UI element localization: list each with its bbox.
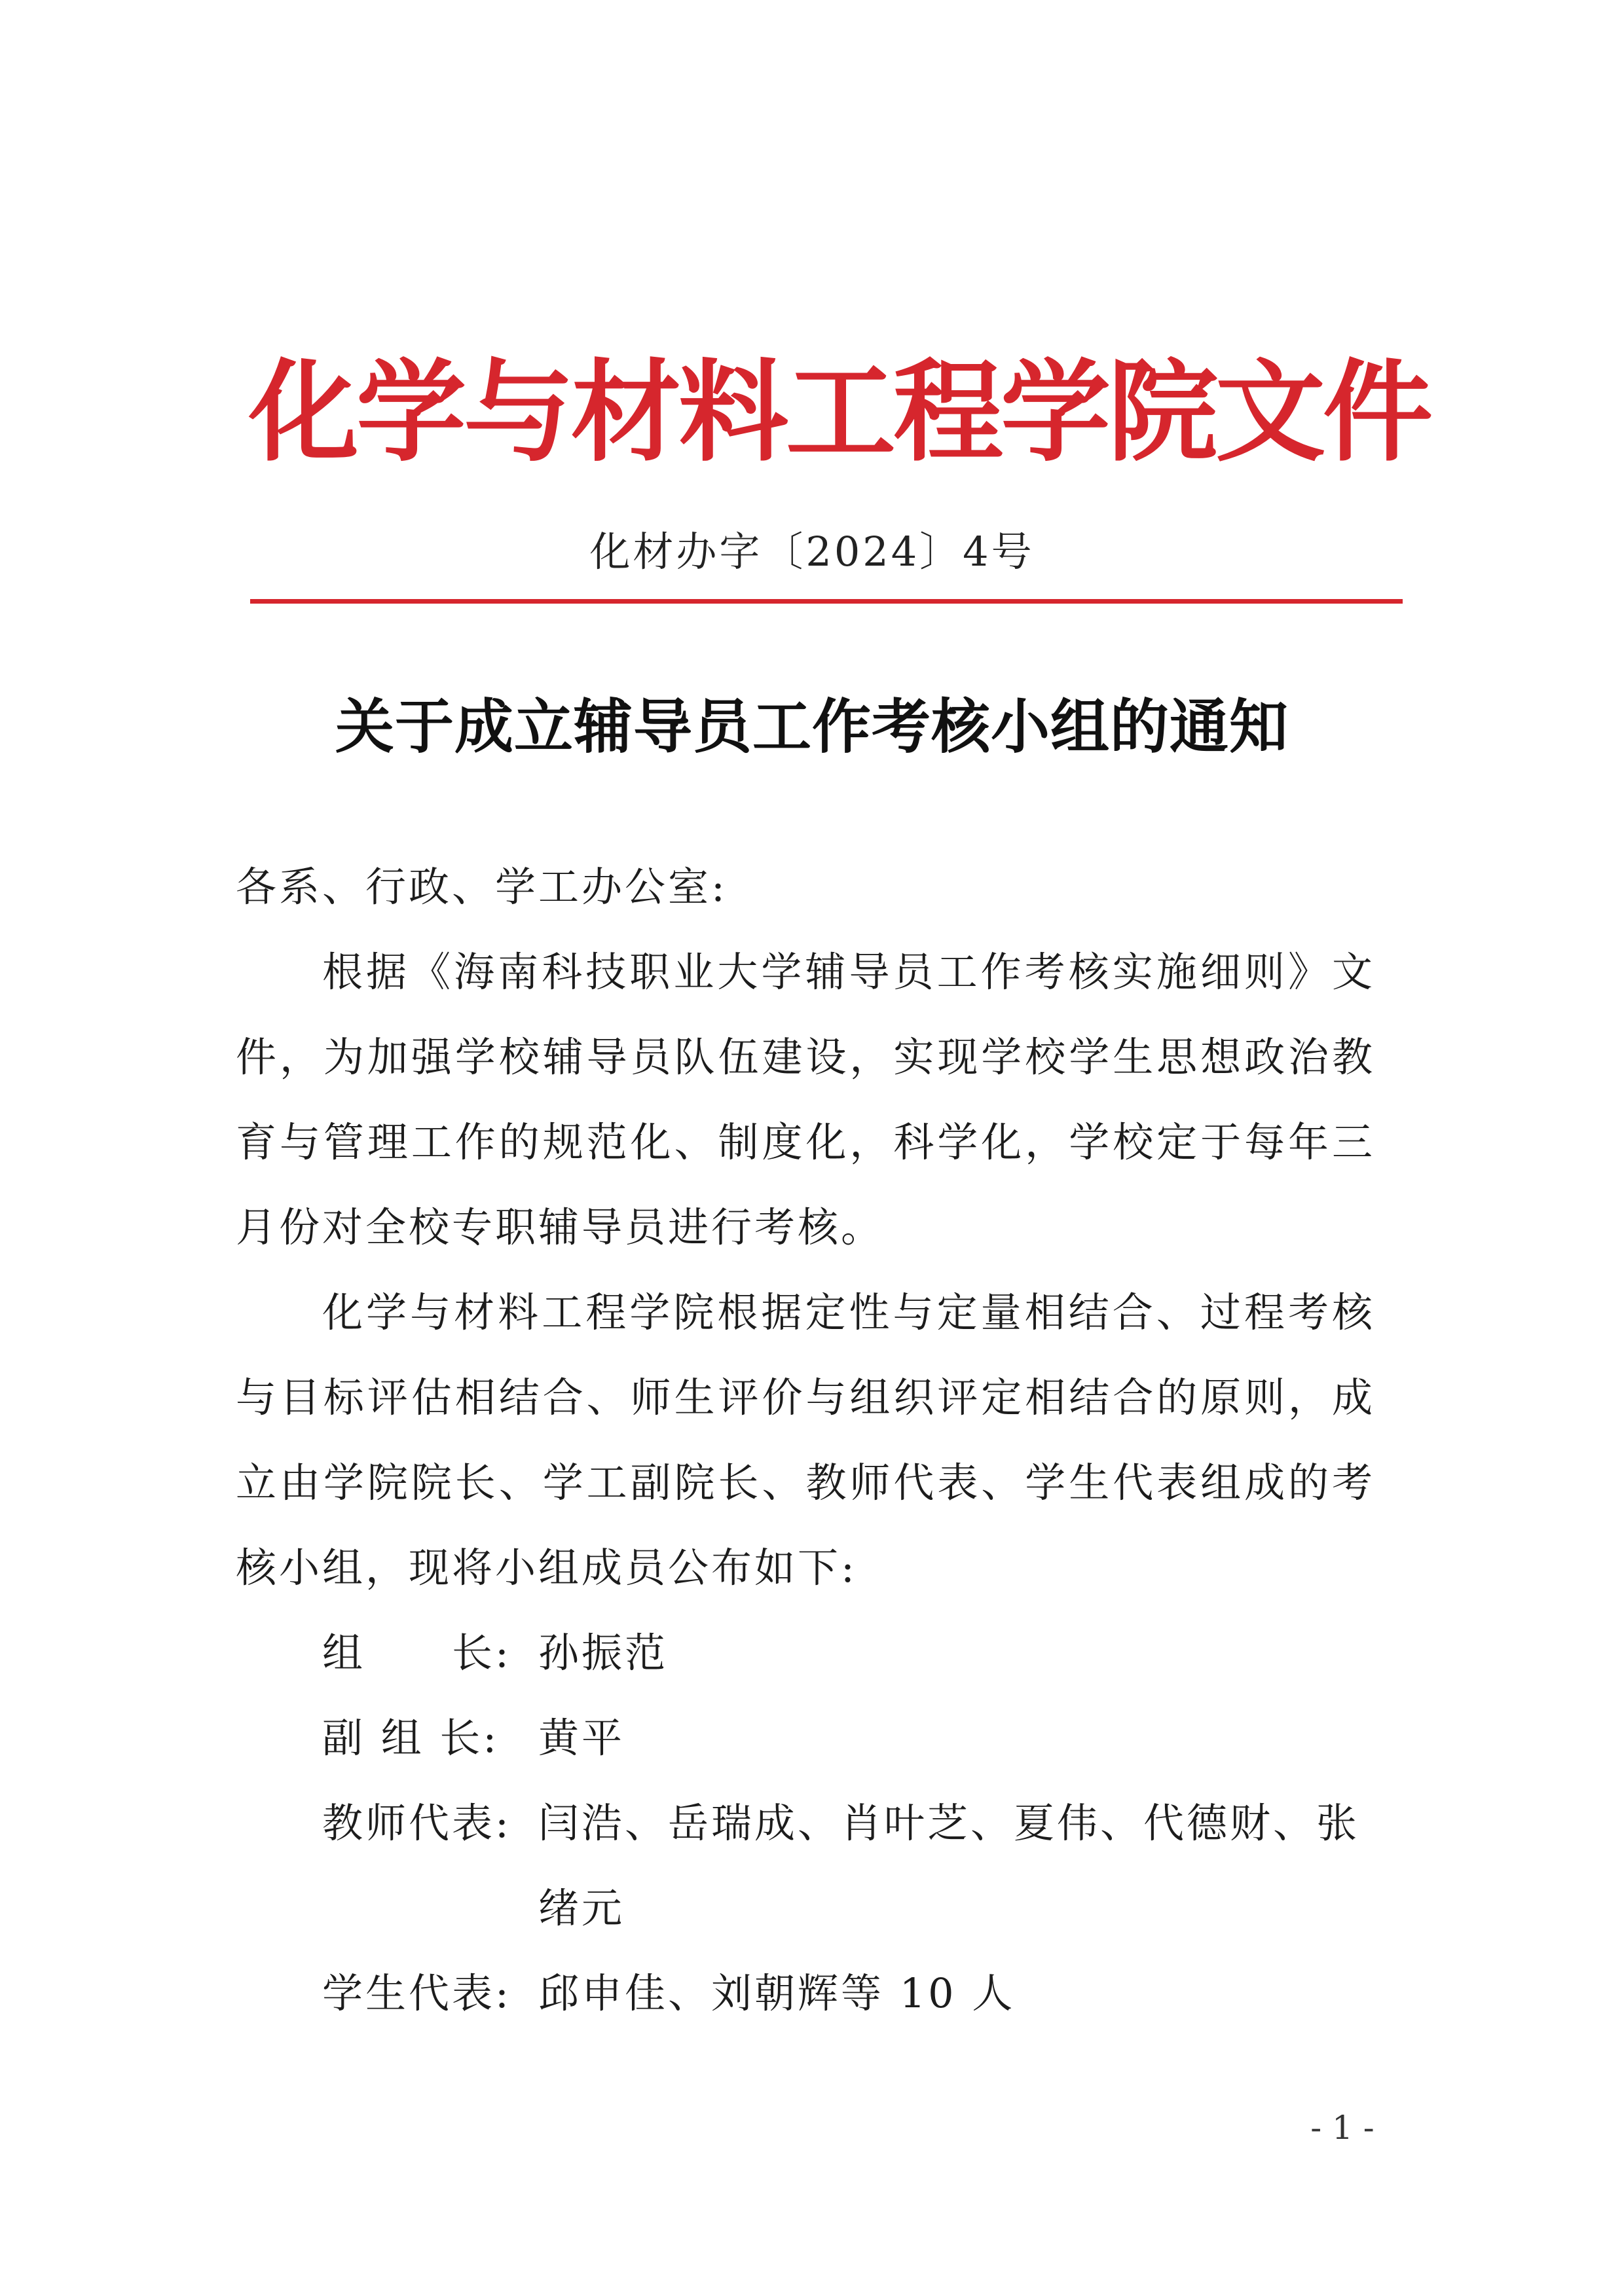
page-number: - 1 - [1310,2109,1375,2147]
document-number: 化材办字〔2024〕4号 [589,528,1035,575]
member-label: 学生代表: [322,1969,511,2017]
member-label: 组 长: [322,1629,511,1677]
member-list [322,1611,1376,2036]
member-row-deputy-leader [322,1696,1376,1781]
member-row-student-reps [322,1951,1376,2036]
salutation: 各系、行政、学工办公室: [236,863,728,911]
notice-title: 关于成立辅导员工作考核小组的通知 [335,692,1289,761]
member-value: 邱申佳、刘朝辉等 10 人 [538,1969,1016,2017]
masthead-title: 化学与材料工程学院文件 [249,347,1430,477]
member-value: 黄平 [538,1714,625,1762]
body-paragraph-2: 化学与材料工程学院根据定性与定量相结合、过程考核与目标评估相结合、师生评价与组织评定相结合的原则，成立由学院院长、学工副院长、教师代表、学生代表组成的考核小组，现将小组成员公布如下: [236,1288,1375,1592]
member-value: 闫浩、岳瑞成、肖叶芝、夏伟、代德财、张绪元 [538,1799,1360,1932]
body-paragraph-1: 根据《海南科技职业大学辅导员工作考核实施细则》文件，为加强学校辅导员队伍建设，实现学校学生思想政治教育与管理工作的规范化、制度化，科学化，学校定于每年三月份对全校专职辅导员进行考核。 [236,948,1375,1251]
member-label: 副 组 长: [322,1714,500,1762]
member-row-leader [322,1611,1376,1696]
member-label: 教师代表: [322,1799,511,1847]
member-value: 孙振范 [538,1629,669,1677]
red-divider-line [250,599,1403,604]
member-row-teacher-reps [322,1781,1376,1951]
